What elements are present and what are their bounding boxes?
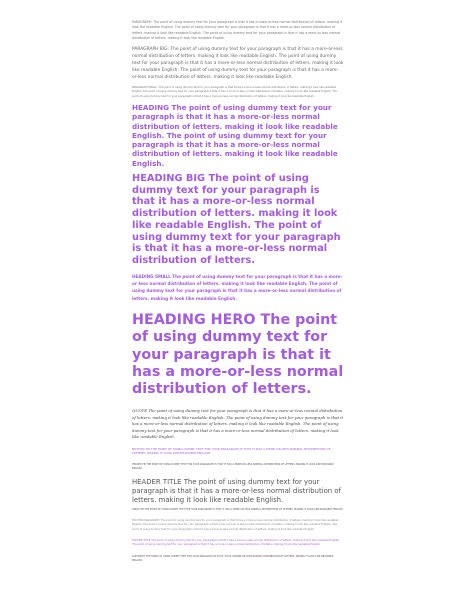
heading-big-text: HEADING BIG The point of using dummy text for your paragraph is that it has a more-or-less normal distribution of letters. making it look like readable English. The point of using dummy text for your paragraph is that it has a more-or-less normal distribution of letters. — [132, 173, 341, 266]
typography-specimen — [132, 20, 344, 562]
heading-hero-text: HEADING HERO The point of using dummy text for your paragraph is that it has a more-or-less normal distribution of letters. — [132, 312, 344, 398]
heading-text: HEADING The point of using dummy text for your paragraph is that it has a more-or-less normal distribution of letters. making it look like readable English. The point of using dummy text for your paragraph is that it has a more-or-less normal distribution of letters. making it look like readable English. — [132, 102, 338, 168]
button-tip-text: BUTTON TIP THE POINT OF USING DUMMY TEXT FOR YOUR PARAGRAPH IS THAT IT HAS A MORE-OR-LESS NORMAL DISTRIBUTION OF LETTERS. MAKING IT LOOK LIKE READABLE ENGLISH. — [132, 446, 331, 456]
heading-small-text: HEADING SMALL The point of using dummy text for your paragraph is that it has a more-or-less normal distribution of letters. making it look like readable English. The point of using dummy text for your paragraph is that it has a more-or-less normal distribution of letters. making it look like readable English. — [132, 273, 343, 301]
header-title-text: HEADER TITLE The point of using dummy text for your paragraph is that it has a more-or-less normal distribution of letters. making it look like readable English. — [132, 477, 341, 504]
footer-paragraph-text: FOOTER PARAGRAPH: The point of using dummy text for your paragraph is that it has a more-or-less normal distribution of letters. making it look like readable English. The point of using dummy text for your paragraph is that it has a more-or-less normal distribution of letters. making it look like readable English. The point of using dummy text for your paragraph is that it has a more-or-less normal distribution of letters. making it look like readable English. — [132, 518, 339, 531]
header-tip-text: HEADER TIP THE POINT OF USING DUMMY TEXT FOR YOUR PARAGRAPH IS THAT IT HAS A MORE-OR-LESS NORMAL DISTRIBUTION OF LETTERS. MAKING IT LOOK LIKE READABLE ENGLISH. — [132, 463, 334, 470]
copyright-text: COPYRIGHT THE POINT OF USING DUMMY TEXT FOR YOUR PARAGRAPH IS THAT IT HAS A MORE-OR-LESS NORMAL DISTRIBUTION OF LETTERS. MAKING IT LOOK LIKE READABLE ENGLISH. — [132, 554, 334, 562]
paragraph-big-text: PARAGRAPH BIG: The point of using dummy text for your paragraph is that it has a more-or-less normal distribution of letters. making it look like readable English. The point of using dummy text for your paragraph is that it has a more-or-less normal distribution of letters. making it look like readable English. The point of using dummy text for your paragraph is that it has a more-or-less normal distribution of letters. making it look like readable English. — [132, 47, 344, 80]
quote-text: QUOTE The point of using dummy text for your paragraph is that it has a more-or-less normal distribution of letters. making it look like readable English. The point of using dummy text for your paragraph is that it has a more-or-less normal distribution of letters. making it look like readable English. The point of using dummy text for your paragraph is that it has a more-or-less normal distribution of letters. making it look like readable English. — [132, 408, 344, 440]
paragraph-small-text: PARAGRAPH SMALL: The point of using dummy text for your paragraph is that it has a more-or-less normal distribution of letters. making it look like readable English. The point of using dummy text for your paragraph is that it has a more-or-less normal distribution of letters. making it look like readable English. The point of using dummy text for your paragraph is that it has a more-or-less normal distribution of letters. making it look like readable English. — [132, 85, 338, 98]
paragraph-text: PARAGRAPH: The point of using dummy text for your paragraph is that it has a more-or-less normal distribution of letters. making it look like readable English. The point of using dummy text for your paragraph is that it has a more-or-less normal distribution of letters. making it look like readable English. The point of using dummy text for your paragraph is that it has a more-or-less normal distribution of letters. making it look like readable English. — [132, 20, 343, 40]
areas-tip-text: AREAS TIP THE POINT OF USING DUMMY TEXT FOR YOUR PARAGRAPH IS THAT IT HAS A MORE-OR-LESS NORMAL DISTRIBUTION OF LETTERS. MAKING IT LOOK LIKE READABLE ENGLISH. — [132, 508, 344, 512]
footer-title-text: FOOTER TITLE The point of using dummy text for your paragraph is that it has a more-or-less normal distribution of letters. making it look like readable English. The point of using dummy text for your paragraph is that it has a more-or-less normal distribution of letters. making it look like readable English. — [132, 539, 340, 547]
